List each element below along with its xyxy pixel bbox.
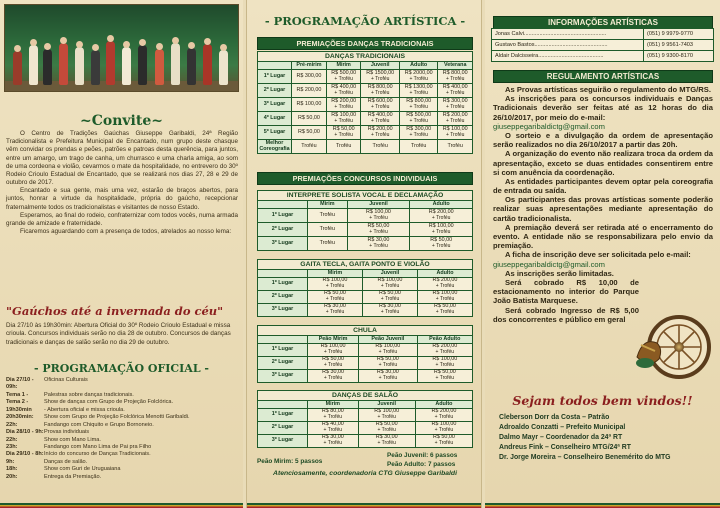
ctg-seal-logo	[631, 311, 711, 381]
prize-cell: R$ 500,00 + Troféu	[326, 70, 361, 84]
table-row	[258, 409, 473, 422]
prize-cell: R$ 50,00 + Troféu	[308, 291, 363, 304]
flag-stripes	[247, 503, 481, 508]
regulamento-paragraph: A organização do evento não realizara troca da ordem da apresentação, exceto se duas entidades consentirem entre si com anuência da coordenação.	[493, 149, 713, 177]
convite-title: ~Convite~	[80, 113, 163, 129]
schedule-time: 22h:	[6, 421, 18, 428]
column-header: Mirim	[308, 201, 348, 209]
prize-cell: R$ 100,00 + Troféu	[417, 357, 472, 370]
regulamento-paragraph: Será cobrado R$ 10,00 de estacionamento no interior do Parque João Batista Marquese.	[493, 277, 639, 306]
regulamento-paragraph: A ficha de inscrição deve ser solicitada pelo e-mail:	[505, 250, 691, 260]
row-label: 2º Lugar	[258, 422, 308, 435]
schedule-list	[6, 377, 238, 481]
column-header: Peão Adulto	[417, 336, 472, 344]
peao-juvenil-note: Peão Juvenil: 6 passos	[387, 452, 458, 459]
regulamento-paragraph: O sorteio e a divulgação da ordem de apresentação serão realizados no dia 26/10/2017 a partir das 20h.	[493, 130, 713, 150]
prize-cell: Troféu	[308, 223, 348, 237]
schedule-desc: Show com Guri de Uruguaiana	[44, 466, 121, 473]
prize-cell: R$ 200,00 + Troféu	[438, 112, 473, 126]
schedule-time: Dia 28/10 - 9h:	[6, 429, 44, 436]
peao-adulto-note: Peão Adulto: 7 passos	[387, 461, 456, 468]
row-label: 4º Lugar	[258, 112, 292, 126]
credit-line: Andreus Fink – Conselheiro MTG/24ª RT	[499, 444, 631, 451]
prize-cell: R$ 30,00 + Troféu	[363, 304, 418, 317]
schedule-desc: Show com Mano Lima.	[44, 436, 101, 443]
schedule-time: Tema 1 -	[6, 391, 29, 398]
prize-cell: R$ 30,00 + Troféu	[308, 435, 359, 448]
column-header: Adulto	[415, 401, 472, 409]
row-label: Melhor Coreografia	[259, 139, 290, 152]
schedule-item	[6, 422, 238, 429]
chula-header: CHULA	[257, 325, 473, 336]
prize-cell: R$ 100,00 + Troféu	[347, 209, 410, 223]
table-row	[258, 70, 473, 84]
prize-cell: R$ 100,00 + Troféu	[326, 112, 361, 126]
corner-cell	[258, 336, 308, 344]
table-row	[258, 344, 473, 357]
interprete-header: INTERPRETE SOLISTA VOCAL E DECLAMAÇÃO	[257, 190, 473, 201]
table-row	[258, 357, 473, 370]
column-header: Juvenil	[358, 401, 415, 409]
column-header: Juvenil	[363, 270, 418, 278]
prize-cell: R$ 50,00 + Troféu	[410, 237, 473, 251]
row-label: 1º Lugar	[258, 409, 308, 422]
schedule-item	[6, 459, 238, 466]
prize-cell: R$ 800,00 + Troféu	[399, 98, 438, 112]
premiacoes-dancas-header: PREMIAÇÕES DANÇAS TRADICIONAIS	[257, 37, 473, 50]
programacao-artistica-title: - PROGRAMAÇÃO ARTÍSTICA -	[264, 14, 466, 28]
schedule-item	[6, 407, 238, 414]
prize-cell: R$ 50,00	[292, 126, 327, 140]
welcome-text: Sejam todos bem vindos!!	[512, 393, 693, 408]
schedule-item	[6, 392, 238, 399]
schedule-item	[6, 437, 238, 444]
prize-cell: R$ 200,00 + Troféu	[415, 409, 472, 422]
table-row	[258, 291, 473, 304]
row-label: 1º Lugar	[258, 70, 292, 84]
row-label: 3º Lugar	[258, 237, 308, 251]
prize-cell: R$ 300,00 + Troféu	[399, 126, 438, 140]
prize-cell: Troféu	[308, 209, 348, 223]
schedule-time: Dia 27/10 - 09h:	[6, 377, 34, 391]
schedule-time: Dia 29/10 - 8h:	[6, 451, 44, 458]
column-header: Juvenil	[347, 201, 410, 209]
dancas-salao-table	[257, 400, 473, 448]
table-row	[258, 98, 473, 112]
informacoes-header: INFORMAÇÕES ARTÍSTICAS	[493, 16, 713, 29]
middle-panel	[246, 0, 482, 508]
credit-line: Adroaldo Conzatti – Prefeito Municipal	[499, 424, 626, 431]
prize-cell: R$ 80,00 + Troféu	[308, 409, 359, 422]
contact-row	[492, 40, 714, 51]
prize-cell: R$ 2000,00 + Troféu	[399, 70, 438, 84]
table-row	[258, 435, 473, 448]
prize-cell: R$ 30,00 + Troféu	[347, 237, 410, 251]
regulamento-paragraph: As inscrições para os concursos individuais e Danças Tradicionais deverão ser feitas até as 12 horas do dia 26/10/2017, por meio do e-mail:	[493, 94, 713, 122]
schedule-desc: Fandango com Mano Lima de Pai pra Filho	[44, 443, 152, 450]
lema-text: "Gaúchos até a invernada do céu"	[6, 304, 224, 318]
prize-cell: R$ 300,00 + Troféu	[438, 98, 473, 112]
prize-cell: R$ 1300,00 + Troféu	[399, 84, 438, 98]
prize-cell: R$ 200,00 + Troféu	[417, 344, 472, 357]
prize-cell: R$ 400,00 + Troféu	[361, 112, 400, 126]
table-row	[258, 278, 473, 291]
prize-cell: R$ 100,00 + Troféu	[418, 291, 473, 304]
schedule-time: 9h:	[6, 458, 15, 465]
prize-cell: R$ 200,00 + Troféu	[410, 209, 473, 223]
column-header: Peão Juvenil	[359, 336, 417, 344]
column-header: Juvenil	[361, 62, 400, 70]
table-row	[258, 209, 473, 223]
schedule-item	[6, 474, 238, 481]
left-panel	[0, 0, 243, 508]
row-label: 5º Lugar	[258, 126, 292, 140]
prize-cell: R$ 100,00 + Troféu	[308, 344, 359, 357]
prize-cell: R$ 200,00 + Troféu	[418, 278, 473, 291]
prize-cell: R$ 1500,00 + Troféu	[361, 70, 400, 84]
prize-cell: Troféu	[399, 140, 438, 154]
column-header: Adulto	[418, 270, 473, 278]
column-header: Mirim	[308, 270, 363, 278]
regulamento-paragraph: As Provas artísticas seguirão o regulamento do MTG/RS.	[505, 85, 711, 94]
schedule-desc: - Abertura oficial e missa crioula.	[44, 406, 125, 413]
table-row	[258, 304, 473, 317]
regulamento-paragraph: Os participantes das provas artísticas somente poderão realizar suas apresentações mediante apresentação do cartão tradicionalista.	[493, 195, 713, 223]
regulamento-paragraph: giuseppegaribaldictg@gmail.com	[493, 121, 605, 131]
table-row	[258, 126, 473, 140]
regulamento-paragraph: As entidades participantes devem optar pela coreografia de entrada ou saída.	[493, 176, 713, 196]
prize-cell: Troféu	[292, 140, 327, 154]
contact-phone: (051) 9 9561-7403	[644, 40, 714, 51]
premiacoes-individuais-header: PREMIAÇÕES CONCURSOS INDIVIDUAIS	[257, 172, 473, 185]
regulamento-paragraph: As inscrições serão limitadas.	[505, 268, 614, 278]
prize-cell: R$ 30,00 + Troféu	[308, 370, 359, 383]
row-label: 1º Lugar	[258, 344, 308, 357]
prize-cell: R$ 200,00 + Troféu	[361, 126, 400, 140]
schedule-item	[6, 414, 238, 421]
prize-cell: R$ 50,00 + Troféu	[347, 223, 410, 237]
schedule-item	[6, 444, 238, 451]
prize-cell: R$ 500,00 + Troféu	[399, 112, 438, 126]
regulamento-paragraph: Será cobrado Ingresso de R$ 5,00 dos concorrentes e público em geral	[493, 305, 639, 324]
regulamento-header: REGULAMENTO ARTÍSTICAS	[493, 70, 713, 83]
prize-cell: Troféu	[438, 140, 473, 154]
prize-cell: R$ 100,00 + Troféu	[410, 223, 473, 237]
dancas-tradicionais-table	[257, 61, 473, 154]
schedule-time: 18h:	[6, 466, 18, 473]
prize-cell: R$ 40,00 + Troféu	[308, 422, 359, 435]
schedule-desc: Fandango com Chiquito e Grupo Bornoneio.	[44, 421, 154, 428]
schedule-item	[6, 399, 238, 406]
schedule-item	[6, 466, 238, 473]
prize-cell: R$ 100,00 + Troféu	[308, 278, 363, 291]
schedule-item	[6, 429, 238, 436]
contact-phone: (051) 9 9979-9770	[644, 29, 714, 40]
credits-list	[499, 413, 709, 463]
regulamento-text	[493, 85, 713, 324]
flag-stripes	[485, 503, 720, 508]
convite-paragraph: O Centro de Tradições Gaúchas Giuseppe Garibaldi, 24ª Região Tradicionalista e Prefeitura Municipal de Encantado, num grupo deste chasque vêm convidar os prendas e peões, patrões e patroas desta querência, para juntos, entre um amargo, um trago de canha, um churrasco e uma charla amiga, ao som de uma cordeona e violão, cevarmos o mate da hospitalidade, no entrevero do 30º Rodeio Crioulo Estadual de Encantado, que se realizará nos dias 27, 28 e 29 de outubro de 2017.	[6, 130, 238, 187]
column-header: Adulto	[410, 201, 473, 209]
chula-table	[257, 335, 473, 383]
prize-cell: R$ 100,00 + Troféu	[359, 344, 417, 357]
gaita-header: GAITA TECLA, GAITA PONTO E VIOLÃO	[257, 259, 473, 270]
corner-cell	[258, 201, 308, 209]
column-header: Mirim	[308, 401, 359, 409]
prize-cell: R$ 30,00 + Troféu	[358, 435, 415, 448]
contact-row	[492, 29, 714, 40]
prize-cell: R$ 30,00 + Troféu	[308, 304, 363, 317]
column-header: Veterana	[438, 62, 473, 70]
row-label: 2º Lugar	[258, 223, 308, 237]
convite-paragraph: Ficaremos aguardando com a presença de todos, atrelados ao nosso lema:	[20, 228, 232, 236]
table-row	[258, 223, 473, 237]
column-header: Peão Mirim	[308, 336, 359, 344]
corner-cell	[258, 270, 308, 278]
row-label: 1º Lugar	[258, 278, 308, 291]
row-label: 1º Lugar	[258, 209, 308, 223]
dancas-salao-header: DANÇAS DE SALÃO	[257, 390, 473, 401]
corner-cell	[258, 401, 308, 409]
dancas-tradicionais-header: DANÇAS TRADICIONAIS	[257, 51, 473, 62]
prize-cell: R$ 200,00 + Troféu	[326, 98, 361, 112]
corner-cell	[258, 62, 292, 70]
row-label: 3º Lugar	[258, 304, 308, 317]
regulamento-paragraph: giuseppegaribaldictg@gmail.com	[493, 259, 605, 269]
prize-cell: R$ 100,00 + Troféu	[415, 422, 472, 435]
contacts-table	[491, 28, 714, 62]
contact-name: Gustavo Bastos...............................................	[492, 40, 644, 51]
prize-cell: R$ 50,00 + Troféu	[359, 357, 417, 370]
prize-cell: R$ 30,00 + Troféu	[359, 370, 417, 383]
schedule-desc: Palestras sobre danças tradicionais.	[44, 391, 134, 398]
convite-paragraph: Encantado e sua gente, mais uma vez, estarão de braços abertos, para juntos, honrar a virtude da hospitalidade, própria do gaúcho, recepcionar fraternalmente todos os tradicionalistas e visitantes de nosso Estado.	[6, 187, 238, 211]
schedule-time: 19h30min	[6, 406, 32, 413]
contact-name: Jonas Calvi.....................................................	[492, 29, 644, 40]
prize-cell: Troféu	[361, 140, 400, 154]
schedule-desc: Início do concurso de Danças Tradicionais.	[44, 451, 151, 458]
dias-text: Dia 27/10 às 19h30min: Abertura Oficial do 30º Rodeio Crioulo Estadual e missa crioula. Concursos individuais serão no dia 28 de outubro. Concursos de danças tradicionais e danças de salão serão no dia 29 de outubro.	[6, 322, 231, 346]
schedule-time: 23h:	[6, 443, 18, 450]
table-row	[258, 422, 473, 435]
row-label: 3º Lugar	[258, 98, 292, 112]
peao-mirim-note: Peão Mirim: 5 passos	[257, 458, 323, 465]
prize-cell: R$ 50,00 + Troféu	[308, 357, 359, 370]
prize-cell: R$ 800,00 + Troféu	[361, 84, 400, 98]
contact-phone: (051) 9 9300-8170	[644, 51, 714, 62]
credit-line: Dalmo Mayr – Coordenador da 24ª RT	[499, 434, 623, 441]
row-label: 2º Lugar	[258, 357, 308, 370]
prize-cell: Troféu	[308, 237, 348, 251]
schedule-time: 20h:	[6, 473, 18, 480]
prize-cell: R$ 50,00 + Troféu	[326, 126, 361, 140]
schedule-item	[6, 377, 238, 392]
prize-cell: R$ 400,00 + Troféu	[438, 84, 473, 98]
row-label: 2º Lugar	[258, 84, 292, 98]
prize-cell: R$ 800,00 + Troféu	[438, 70, 473, 84]
prize-cell: R$ 300,00	[292, 70, 327, 84]
row-label: 3º Lugar	[258, 370, 308, 383]
prize-cell: R$ 50,00 + Troféu	[358, 422, 415, 435]
prize-cell: R$ 50,00 + Troféu	[417, 370, 472, 383]
row-label: 2º Lugar	[258, 291, 308, 304]
regulamento-paragraph: A premiação deverá ser retirada até o encerramento do evento. A entidade não se responsabilizara pelo envio da premiação.	[493, 222, 713, 251]
schedule-desc: Provas individuais	[44, 429, 90, 436]
prize-cell: R$ 400,00 + Troféu	[326, 84, 361, 98]
prize-cell: R$ 100,00 + Troféu	[363, 278, 418, 291]
schedule-desc: Danças de salão.	[44, 458, 88, 465]
schedule-desc: Show com Grupo de Projeção Folclórica Menotti Garibaldi.	[44, 414, 190, 421]
prize-cell: R$ 50,00 + Troféu	[415, 435, 472, 448]
convite-paragraph: Esperamos, ao final do rodeio, confraternizar com todos vocês, numa armada grande de amizade e fraternidade.	[6, 211, 238, 227]
right-panel	[485, 0, 720, 508]
prize-cell: R$ 50,00 + Troféu	[363, 291, 418, 304]
column-header: Pré-mirim	[292, 62, 327, 70]
flag-stripes	[0, 503, 243, 508]
column-header: Mirim	[326, 62, 361, 70]
table-row	[258, 370, 473, 383]
gaita-table	[257, 269, 473, 317]
prize-cell: R$ 200,00	[292, 84, 327, 98]
credit-line: Dr. Jorge Moreira – Conselheiro Benemérito do MTG	[499, 454, 671, 461]
table-row	[258, 237, 473, 251]
coordenadoria-footer: Atenciosamente, coordenadoria CTG Giuseppe Garibaldi	[273, 470, 457, 477]
table-row	[258, 112, 473, 126]
table-row	[258, 84, 473, 98]
schedule-desc: Entrega da Premiação.	[44, 473, 102, 480]
column-header: Adulto	[399, 62, 438, 70]
prize-cell: R$ 50,00 + Troféu	[418, 304, 473, 317]
prize-cell: R$ 100,00 + Troféu	[438, 126, 473, 140]
prize-cell: Troféu	[326, 140, 361, 154]
prize-cell: R$ 100,00	[292, 98, 327, 112]
contact-name: Aldair Dalcisseira..........................................	[492, 51, 644, 62]
programacao-oficial-title: - PROGRAMAÇÃO OFICIAL -	[34, 362, 209, 375]
schedule-desc: Show de danças com Grupo de Projeção Folclórica.	[44, 399, 174, 406]
row-label: 3º Lugar	[258, 435, 308, 448]
prize-cell: R$ 100,00 + Troféu	[358, 409, 415, 422]
credit-line: Cleberson Dorr da Costa – Patrão	[499, 414, 610, 421]
interprete-table	[257, 200, 473, 251]
schedule-desc: Oficinas Culturais	[44, 377, 88, 383]
schedule-time: 20h30min:	[6, 414, 34, 421]
prize-cell: R$ 50,00	[292, 112, 327, 126]
convite-text	[6, 130, 238, 236]
dancers-photo	[4, 4, 239, 92]
schedule-item	[6, 451, 238, 458]
table-row	[258, 140, 473, 154]
schedule-time: 22h:	[6, 436, 18, 443]
prize-cell: R$ 600,00 + Troféu	[361, 98, 400, 112]
contact-row	[492, 51, 714, 62]
schedule-time: Tema 2 -	[6, 399, 29, 406]
